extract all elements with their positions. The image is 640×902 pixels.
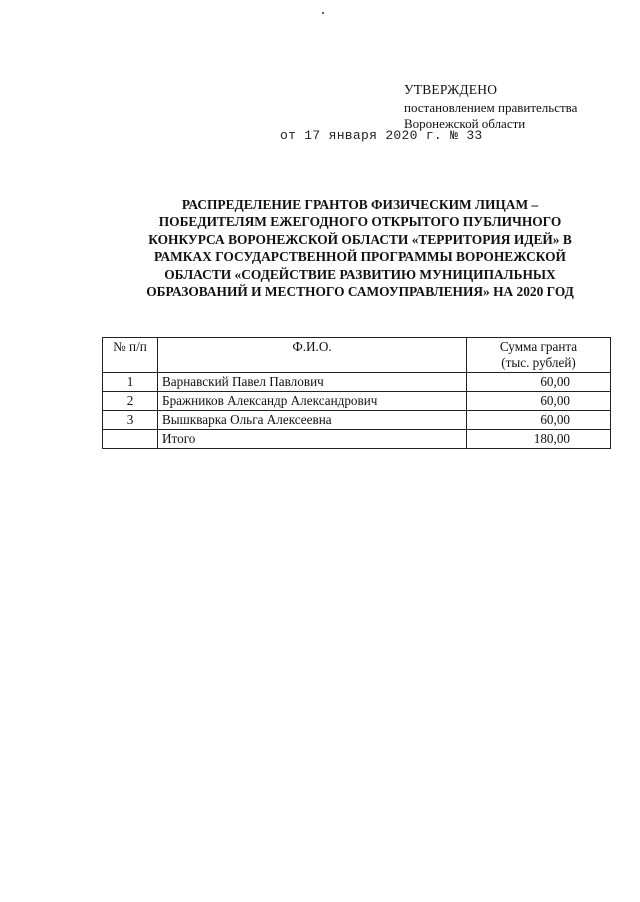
table-row	[103, 373, 611, 392]
scan-speck	[322, 12, 324, 14]
grants-table	[102, 337, 611, 449]
header-sum-line-1: Сумма гранта	[499, 339, 578, 354]
header-sum-line-2: (тыс. рублей)	[501, 355, 576, 370]
table-total-row	[103, 430, 611, 449]
row-sum: 60,00	[467, 411, 611, 430]
row-name: Бражников Александр Александрович	[158, 392, 467, 411]
row-num: 1	[103, 373, 158, 392]
title-line-6: ОБРАЗОВАНИЙ И МЕСТНОГО САМОУПРАВЛЕНИЯ» НА 2020 ГОД	[146, 284, 574, 300]
document-title	[110, 196, 610, 300]
table-row	[103, 392, 611, 411]
table-row	[103, 411, 611, 430]
table-header-row	[103, 338, 611, 373]
header-name: Ф.И.О.	[158, 338, 467, 373]
row-num: 2	[103, 392, 158, 411]
title-line-4: РАМКАХ ГОСУДАРСТВЕННОЙ ПРОГРАММЫ ВОРОНЕЖСКОЙ	[154, 249, 566, 265]
title-line-2: ПОБЕДИТЕЛЯМ ЕЖЕГОДНОГО ОТКРЫТОГО ПУБЛИЧНОГО	[158, 214, 562, 230]
approval-line-1: постановлением правительства	[404, 100, 578, 115]
total-num-empty	[103, 430, 158, 449]
total-label: Итого	[158, 430, 467, 449]
approval-line-2: Воронежской области	[404, 116, 526, 131]
row-num: 3	[103, 411, 158, 430]
approval-block	[404, 82, 577, 132]
row-sum: 60,00	[467, 392, 611, 411]
title-line-1: РАСПРЕДЕЛЕНИЕ ГРАНТОВ ФИЗИЧЕСКИМ ЛИЦАМ –	[181, 197, 539, 212]
header-sum	[467, 338, 611, 373]
header-num: № п/п	[103, 338, 158, 373]
row-sum: 60,00	[467, 373, 611, 392]
row-name: Варнавский Павел Павлович	[158, 373, 467, 392]
title-line-3: КОНКУРСА ВОРОНЕЖСКОЙ ОБЛАСТИ «ТЕРРИТОРИЯ ИДЕЙ» В	[148, 231, 572, 247]
approval-heading: УТВЕРЖДЕНО	[404, 82, 498, 97]
title-line-5: ОБЛАСТИ «СОДЕЙСТВИЕ РАЗВИТИЮ МУНИЦИПАЛЬНЫХ	[164, 266, 556, 282]
total-sum: 180,00	[467, 430, 611, 449]
decree-date-number: от 17 января 2020 г. № 33	[280, 128, 483, 143]
row-name: Вышкварка Ольга Алексеевна	[158, 411, 467, 430]
